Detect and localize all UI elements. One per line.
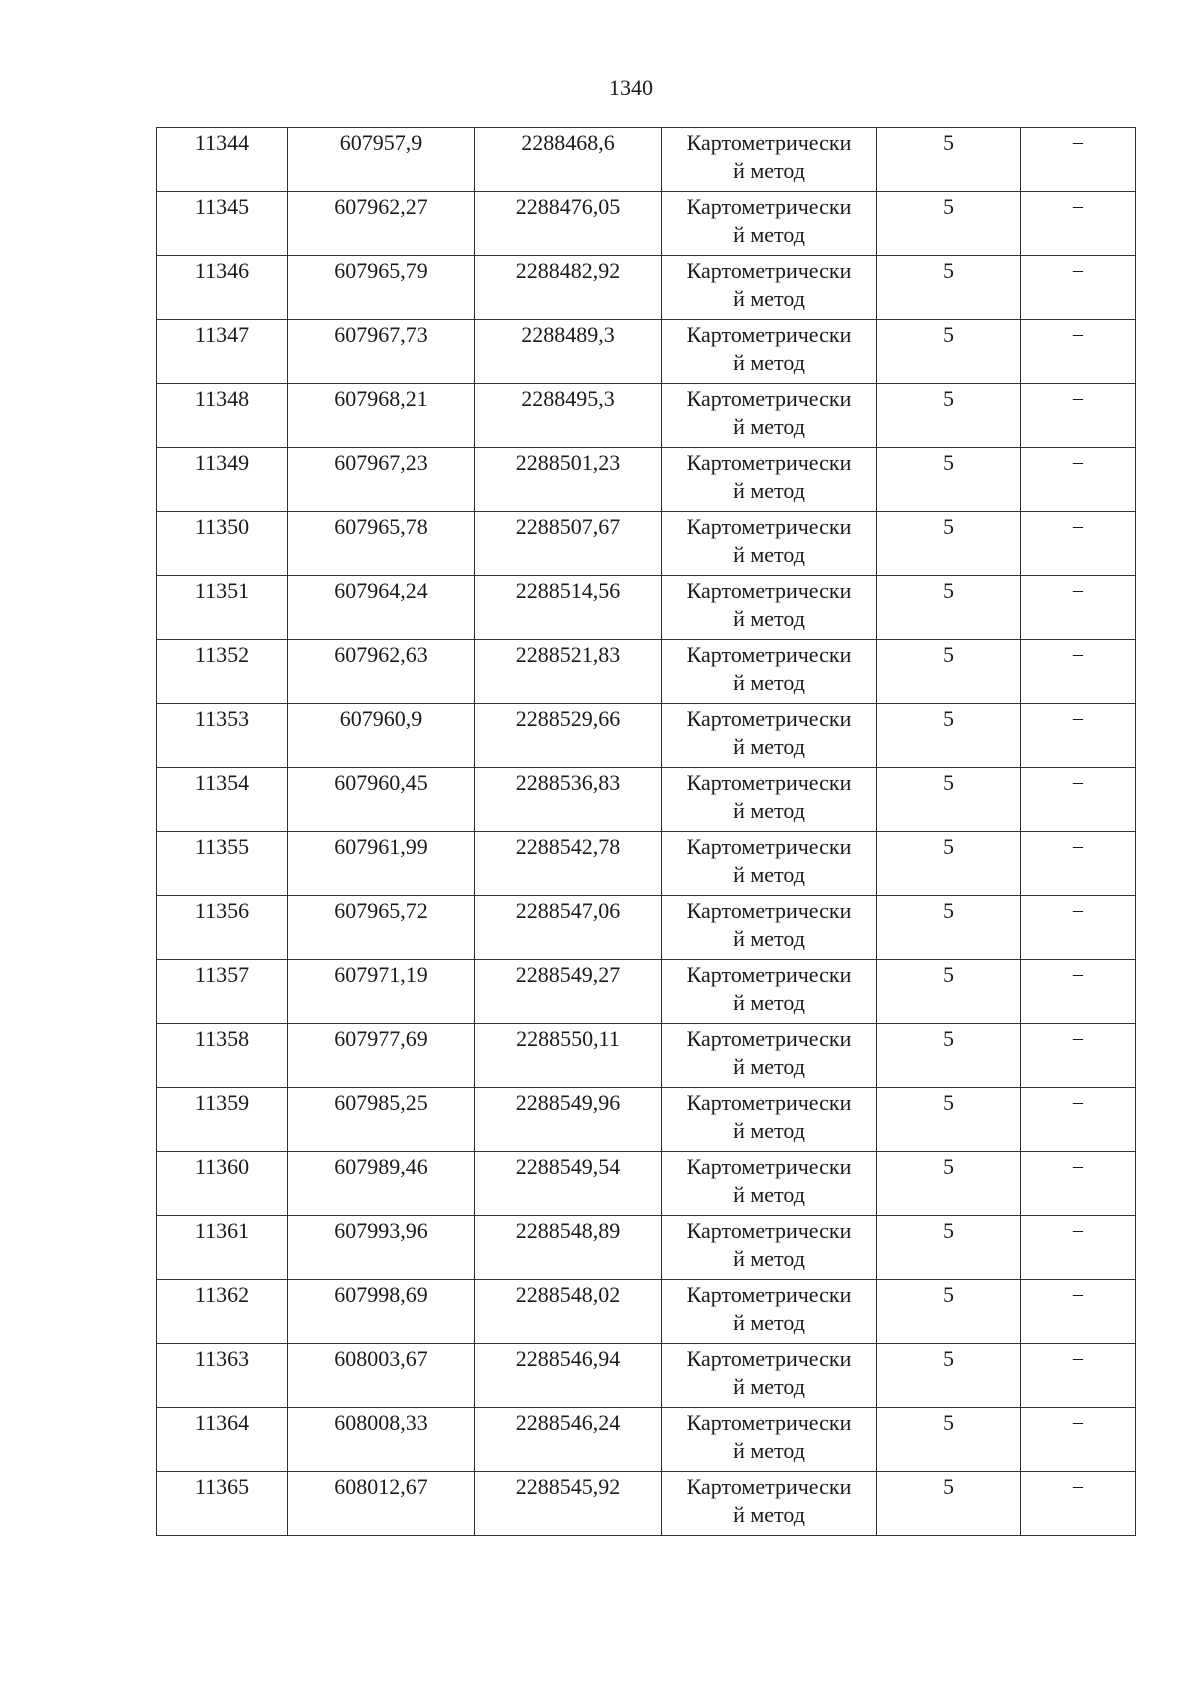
note-text: – bbox=[1073, 835, 1083, 857]
method-cell bbox=[662, 1472, 877, 1536]
accuracy-cell bbox=[877, 320, 1021, 384]
x-coordinate-text: 607967,23 bbox=[334, 450, 428, 475]
y-coordinate-text: 2288521,83 bbox=[515, 642, 621, 667]
x-coordinate-cell bbox=[288, 320, 475, 384]
note-cell bbox=[1021, 1152, 1136, 1216]
note-text: – bbox=[1073, 643, 1083, 665]
note-text: – bbox=[1073, 259, 1083, 281]
x-coordinate-text: 607960,9 bbox=[339, 706, 423, 731]
note-text: – bbox=[1073, 771, 1083, 793]
coordinates-table bbox=[156, 127, 1136, 1536]
y-coordinate-cell bbox=[475, 832, 662, 896]
y-coordinate-text: 2288514,56 bbox=[515, 578, 621, 603]
x-coordinate-cell bbox=[288, 960, 475, 1024]
note-cell bbox=[1021, 960, 1136, 1024]
method-cell bbox=[662, 1344, 877, 1408]
method-text: Картометрически й метод bbox=[686, 770, 852, 823]
x-coordinate-cell bbox=[288, 448, 475, 512]
accuracy-cell bbox=[877, 1152, 1021, 1216]
x-coordinate-cell bbox=[288, 1408, 475, 1472]
method-cell bbox=[662, 832, 877, 896]
method-cell bbox=[662, 512, 877, 576]
x-coordinate-text: 607985,25 bbox=[334, 1090, 428, 1115]
x-coordinate-cell bbox=[288, 192, 475, 256]
table-row bbox=[157, 256, 1136, 320]
y-coordinate-text: 2288536,83 bbox=[515, 770, 621, 795]
y-coordinate-text: 2288529,66 bbox=[515, 706, 621, 731]
method-text: Картометрически й метод bbox=[686, 1218, 852, 1271]
note-cell bbox=[1021, 1088, 1136, 1152]
y-coordinate-text: 2288545,92 bbox=[515, 1474, 621, 1499]
point-number-text: 11355 bbox=[194, 834, 250, 859]
x-coordinate-cell bbox=[288, 896, 475, 960]
point-number-cell bbox=[157, 256, 288, 320]
y-coordinate-text: 2288546,94 bbox=[515, 1346, 621, 1371]
y-coordinate-cell bbox=[475, 512, 662, 576]
method-text: Картометрически й метод bbox=[686, 706, 852, 759]
note-cell bbox=[1021, 576, 1136, 640]
note-text: – bbox=[1073, 963, 1083, 985]
note-text: – bbox=[1073, 579, 1083, 601]
note-cell bbox=[1021, 1216, 1136, 1280]
point-number-text: 11365 bbox=[194, 1474, 250, 1499]
method-cell bbox=[662, 128, 877, 192]
x-coordinate-cell bbox=[288, 832, 475, 896]
note-cell bbox=[1021, 1344, 1136, 1408]
accuracy-cell bbox=[877, 1408, 1021, 1472]
method-text: Картометрически й метод bbox=[686, 194, 852, 247]
accuracy-cell bbox=[877, 448, 1021, 512]
accuracy-cell bbox=[877, 1216, 1021, 1280]
note-cell bbox=[1021, 384, 1136, 448]
accuracy-text: 5 bbox=[943, 706, 954, 731]
x-coordinate-text: 607967,73 bbox=[334, 322, 428, 347]
method-cell bbox=[662, 192, 877, 256]
y-coordinate-cell bbox=[475, 128, 662, 192]
table-row bbox=[157, 704, 1136, 768]
y-coordinate-cell bbox=[475, 576, 662, 640]
table-row bbox=[157, 1280, 1136, 1344]
point-number-cell bbox=[157, 1472, 288, 1536]
point-number-cell bbox=[157, 960, 288, 1024]
table-row bbox=[157, 512, 1136, 576]
y-coordinate-cell bbox=[475, 1216, 662, 1280]
x-coordinate-text: 607960,45 bbox=[334, 770, 428, 795]
note-text: – bbox=[1073, 899, 1083, 921]
accuracy-cell bbox=[877, 1472, 1021, 1536]
accuracy-cell bbox=[877, 192, 1021, 256]
method-cell bbox=[662, 448, 877, 512]
accuracy-text: 5 bbox=[943, 962, 954, 987]
method-text: Картометрически й метод bbox=[686, 642, 852, 695]
point-number-cell bbox=[157, 1344, 288, 1408]
method-text: Картометрически й метод bbox=[686, 1282, 852, 1335]
y-coordinate-text: 2288550,11 bbox=[516, 1026, 620, 1051]
accuracy-cell bbox=[877, 1344, 1021, 1408]
y-coordinate-text: 2288482,92 bbox=[515, 258, 621, 283]
table-row bbox=[157, 896, 1136, 960]
x-coordinate-cell bbox=[288, 640, 475, 704]
accuracy-cell bbox=[877, 512, 1021, 576]
method-text: Картометрически й метод bbox=[686, 1154, 852, 1207]
point-number-text: 11364 bbox=[194, 1410, 250, 1435]
y-coordinate-text: 2288547,06 bbox=[515, 898, 621, 923]
accuracy-text: 5 bbox=[943, 1474, 954, 1499]
note-text: – bbox=[1073, 1347, 1083, 1369]
x-coordinate-cell bbox=[288, 704, 475, 768]
accuracy-cell bbox=[877, 704, 1021, 768]
note-text: – bbox=[1073, 131, 1083, 153]
x-coordinate-text: 608008,33 bbox=[334, 1410, 428, 1435]
x-coordinate-cell bbox=[288, 768, 475, 832]
table-row bbox=[157, 448, 1136, 512]
point-number-text: 11346 bbox=[194, 258, 250, 283]
method-text: Картометрически й метод bbox=[686, 130, 852, 183]
y-coordinate-text: 2288476,05 bbox=[515, 194, 621, 219]
note-cell bbox=[1021, 704, 1136, 768]
y-coordinate-text: 2288548,89 bbox=[515, 1218, 621, 1243]
accuracy-cell bbox=[877, 832, 1021, 896]
note-cell bbox=[1021, 896, 1136, 960]
method-text: Картометрически й метод bbox=[686, 898, 852, 951]
note-cell bbox=[1021, 512, 1136, 576]
point-number-cell bbox=[157, 704, 288, 768]
accuracy-cell bbox=[877, 1088, 1021, 1152]
note-text: – bbox=[1073, 1283, 1083, 1305]
accuracy-text: 5 bbox=[943, 322, 954, 347]
table-row bbox=[157, 1152, 1136, 1216]
note-cell bbox=[1021, 1280, 1136, 1344]
note-text: – bbox=[1073, 1091, 1083, 1113]
point-number-text: 11363 bbox=[194, 1346, 250, 1371]
point-number-cell bbox=[157, 1088, 288, 1152]
note-cell bbox=[1021, 256, 1136, 320]
note-text: – bbox=[1073, 451, 1083, 473]
accuracy-cell bbox=[877, 128, 1021, 192]
point-number-cell bbox=[157, 192, 288, 256]
x-coordinate-cell bbox=[288, 1216, 475, 1280]
method-cell bbox=[662, 896, 877, 960]
note-text: – bbox=[1073, 1219, 1083, 1241]
x-coordinate-cell bbox=[288, 1280, 475, 1344]
point-number-cell bbox=[157, 1408, 288, 1472]
table-row bbox=[157, 1344, 1136, 1408]
point-number-text: 11359 bbox=[194, 1090, 250, 1115]
table-row bbox=[157, 320, 1136, 384]
point-number-text: 11351 bbox=[194, 578, 250, 603]
point-number-cell bbox=[157, 896, 288, 960]
accuracy-text: 5 bbox=[943, 514, 954, 539]
x-coordinate-text: 607961,99 bbox=[334, 834, 428, 859]
method-cell bbox=[662, 1024, 877, 1088]
accuracy-cell bbox=[877, 256, 1021, 320]
x-coordinate-cell bbox=[288, 1024, 475, 1088]
y-coordinate-cell bbox=[475, 448, 662, 512]
y-coordinate-text: 2288549,54 bbox=[515, 1154, 621, 1179]
x-coordinate-text: 608003,67 bbox=[334, 1346, 428, 1371]
accuracy-text: 5 bbox=[943, 578, 954, 603]
point-number-text: 11350 bbox=[194, 514, 250, 539]
point-number-cell bbox=[157, 1152, 288, 1216]
note-cell bbox=[1021, 192, 1136, 256]
method-text: Картометрически й метод bbox=[686, 386, 852, 439]
accuracy-cell bbox=[877, 960, 1021, 1024]
y-coordinate-cell bbox=[475, 1472, 662, 1536]
accuracy-text: 5 bbox=[943, 770, 954, 795]
table-row bbox=[157, 1216, 1136, 1280]
x-coordinate-text: 607968,21 bbox=[334, 386, 428, 411]
method-text: Картометрически й метод bbox=[686, 1410, 852, 1463]
method-text: Картометрически й метод bbox=[686, 450, 852, 503]
y-coordinate-cell bbox=[475, 1024, 662, 1088]
accuracy-text: 5 bbox=[943, 1026, 954, 1051]
point-number-cell bbox=[157, 512, 288, 576]
y-coordinate-cell bbox=[475, 960, 662, 1024]
point-number-text: 11357 bbox=[194, 962, 250, 987]
y-coordinate-cell bbox=[475, 704, 662, 768]
table-row bbox=[157, 960, 1136, 1024]
method-cell bbox=[662, 768, 877, 832]
table-row bbox=[157, 640, 1136, 704]
y-coordinate-cell bbox=[475, 1408, 662, 1472]
method-text: Картометрически й метод bbox=[686, 1474, 852, 1527]
table-row bbox=[157, 1024, 1136, 1088]
point-number-text: 11349 bbox=[194, 450, 250, 475]
table-row bbox=[157, 576, 1136, 640]
point-number-cell bbox=[157, 320, 288, 384]
note-cell bbox=[1021, 128, 1136, 192]
y-coordinate-cell bbox=[475, 1344, 662, 1408]
point-number-text: 11353 bbox=[194, 706, 250, 731]
method-cell bbox=[662, 1152, 877, 1216]
y-coordinate-text: 2288549,27 bbox=[515, 962, 621, 987]
point-number-cell bbox=[157, 576, 288, 640]
y-coordinate-text: 2288468,6 bbox=[521, 130, 615, 155]
y-coordinate-text: 2288495,3 bbox=[521, 386, 615, 411]
x-coordinate-text: 607957,9 bbox=[339, 130, 423, 155]
method-cell bbox=[662, 960, 877, 1024]
point-number-cell bbox=[157, 1280, 288, 1344]
method-text: Картометрически й метод bbox=[686, 514, 852, 567]
y-coordinate-cell bbox=[475, 1152, 662, 1216]
y-coordinate-cell bbox=[475, 320, 662, 384]
point-number-cell bbox=[157, 832, 288, 896]
method-cell bbox=[662, 704, 877, 768]
y-coordinate-cell bbox=[475, 1088, 662, 1152]
note-text: – bbox=[1073, 1411, 1083, 1433]
y-coordinate-text: 2288542,78 bbox=[515, 834, 621, 859]
table-row bbox=[157, 832, 1136, 896]
note-text: – bbox=[1073, 323, 1083, 345]
note-cell bbox=[1021, 768, 1136, 832]
point-number-text: 11362 bbox=[194, 1282, 250, 1307]
table-row bbox=[157, 128, 1136, 192]
y-coordinate-text: 2288548,02 bbox=[515, 1282, 621, 1307]
y-coordinate-text: 2288501,23 bbox=[515, 450, 621, 475]
note-text: – bbox=[1073, 1155, 1083, 1177]
y-coordinate-text: 2288507,67 bbox=[515, 514, 621, 539]
accuracy-cell bbox=[877, 384, 1021, 448]
method-cell bbox=[662, 640, 877, 704]
note-cell bbox=[1021, 832, 1136, 896]
point-number-cell bbox=[157, 1216, 288, 1280]
accuracy-text: 5 bbox=[943, 1154, 954, 1179]
y-coordinate-cell bbox=[475, 896, 662, 960]
x-coordinate-text: 607977,69 bbox=[334, 1026, 428, 1051]
x-coordinate-text: 607962,63 bbox=[334, 642, 428, 667]
note-cell bbox=[1021, 640, 1136, 704]
x-coordinate-cell bbox=[288, 1088, 475, 1152]
accuracy-text: 5 bbox=[943, 1090, 954, 1115]
note-cell bbox=[1021, 1024, 1136, 1088]
note-cell bbox=[1021, 448, 1136, 512]
table-row bbox=[157, 1408, 1136, 1472]
point-number-cell bbox=[157, 1024, 288, 1088]
accuracy-cell bbox=[877, 1024, 1021, 1088]
x-coordinate-cell bbox=[288, 1472, 475, 1536]
x-coordinate-text: 608012,67 bbox=[334, 1474, 428, 1499]
x-coordinate-cell bbox=[288, 256, 475, 320]
method-text: Картометрически й метод bbox=[686, 1090, 852, 1143]
y-coordinate-cell bbox=[475, 192, 662, 256]
point-number-text: 11361 bbox=[194, 1218, 250, 1243]
accuracy-text: 5 bbox=[943, 1218, 954, 1243]
table-row bbox=[157, 1088, 1136, 1152]
table-row bbox=[157, 384, 1136, 448]
note-text: – bbox=[1073, 1475, 1083, 1497]
accuracy-text: 5 bbox=[943, 194, 954, 219]
x-coordinate-cell bbox=[288, 576, 475, 640]
method-text: Картометрически й метод bbox=[686, 322, 852, 375]
point-number-cell bbox=[157, 128, 288, 192]
point-number-cell bbox=[157, 448, 288, 512]
method-cell bbox=[662, 1280, 877, 1344]
x-coordinate-text: 607971,19 bbox=[334, 962, 428, 987]
method-cell bbox=[662, 1216, 877, 1280]
y-coordinate-cell bbox=[475, 1280, 662, 1344]
point-number-text: 11345 bbox=[194, 194, 250, 219]
x-coordinate-text: 607965,78 bbox=[334, 514, 428, 539]
x-coordinate-cell bbox=[288, 1344, 475, 1408]
accuracy-text: 5 bbox=[943, 898, 954, 923]
method-text: Картометрически й метод bbox=[686, 1346, 852, 1399]
x-coordinate-text: 607998,69 bbox=[334, 1282, 428, 1307]
point-number-text: 11356 bbox=[194, 898, 250, 923]
point-number-cell bbox=[157, 384, 288, 448]
table-body bbox=[157, 128, 1136, 1536]
accuracy-text: 5 bbox=[943, 1282, 954, 1307]
method-text: Картометрически й метод bbox=[686, 834, 852, 887]
accuracy-text: 5 bbox=[943, 834, 954, 859]
accuracy-text: 5 bbox=[943, 258, 954, 283]
y-coordinate-text: 2288549,96 bbox=[515, 1090, 621, 1115]
y-coordinate-text: 2288489,3 bbox=[521, 322, 615, 347]
method-cell bbox=[662, 576, 877, 640]
accuracy-text: 5 bbox=[943, 642, 954, 667]
point-number-text: 11344 bbox=[194, 130, 250, 155]
x-coordinate-text: 607993,96 bbox=[334, 1218, 428, 1243]
x-coordinate-text: 607965,72 bbox=[334, 898, 428, 923]
point-number-cell bbox=[157, 640, 288, 704]
note-text: – bbox=[1073, 195, 1083, 217]
y-coordinate-cell bbox=[475, 256, 662, 320]
accuracy-cell bbox=[877, 576, 1021, 640]
point-number-text: 11348 bbox=[194, 386, 250, 411]
method-cell bbox=[662, 384, 877, 448]
point-number-text: 11352 bbox=[194, 642, 250, 667]
x-coordinate-text: 607962,27 bbox=[334, 194, 428, 219]
x-coordinate-text: 607965,79 bbox=[334, 258, 428, 283]
method-cell bbox=[662, 320, 877, 384]
method-text: Картометрически й метод bbox=[686, 258, 852, 311]
accuracy-text: 5 bbox=[943, 450, 954, 475]
note-cell bbox=[1021, 1408, 1136, 1472]
x-coordinate-cell bbox=[288, 1152, 475, 1216]
method-text: Картометрически й метод bbox=[686, 1026, 852, 1079]
table-row bbox=[157, 192, 1136, 256]
note-cell bbox=[1021, 1472, 1136, 1536]
accuracy-text: 5 bbox=[943, 1346, 954, 1371]
note-text: – bbox=[1073, 707, 1083, 729]
accuracy-text: 5 bbox=[943, 386, 954, 411]
note-text: – bbox=[1073, 1027, 1083, 1049]
x-coordinate-text: 607989,46 bbox=[334, 1154, 428, 1179]
method-cell bbox=[662, 1088, 877, 1152]
y-coordinate-cell bbox=[475, 640, 662, 704]
accuracy-cell bbox=[877, 768, 1021, 832]
table-row bbox=[157, 1472, 1136, 1536]
note-cell bbox=[1021, 320, 1136, 384]
point-number-text: 11360 bbox=[194, 1154, 250, 1179]
y-coordinate-text: 2288546,24 bbox=[515, 1410, 621, 1435]
accuracy-text: 5 bbox=[943, 1410, 954, 1435]
method-cell bbox=[662, 1408, 877, 1472]
y-coordinate-cell bbox=[475, 384, 662, 448]
point-number-text: 11354 bbox=[194, 770, 250, 795]
accuracy-text: 5 bbox=[943, 130, 954, 155]
method-cell bbox=[662, 256, 877, 320]
note-text: – bbox=[1073, 515, 1083, 537]
method-text: Картометрически й метод bbox=[686, 578, 852, 631]
accuracy-cell bbox=[877, 640, 1021, 704]
note-text: – bbox=[1073, 387, 1083, 409]
table-row bbox=[157, 768, 1136, 832]
page-number: 1340 bbox=[609, 75, 653, 100]
accuracy-cell bbox=[877, 1280, 1021, 1344]
x-coordinate-cell bbox=[288, 512, 475, 576]
x-coordinate-cell bbox=[288, 128, 475, 192]
point-number-cell bbox=[157, 768, 288, 832]
x-coordinate-text: 607964,24 bbox=[334, 578, 428, 603]
point-number-text: 11358 bbox=[194, 1026, 250, 1051]
x-coordinate-cell bbox=[288, 384, 475, 448]
y-coordinate-cell bbox=[475, 768, 662, 832]
point-number-text: 11347 bbox=[194, 322, 250, 347]
method-text: Картометрически й метод bbox=[686, 962, 852, 1015]
accuracy-cell bbox=[877, 896, 1021, 960]
